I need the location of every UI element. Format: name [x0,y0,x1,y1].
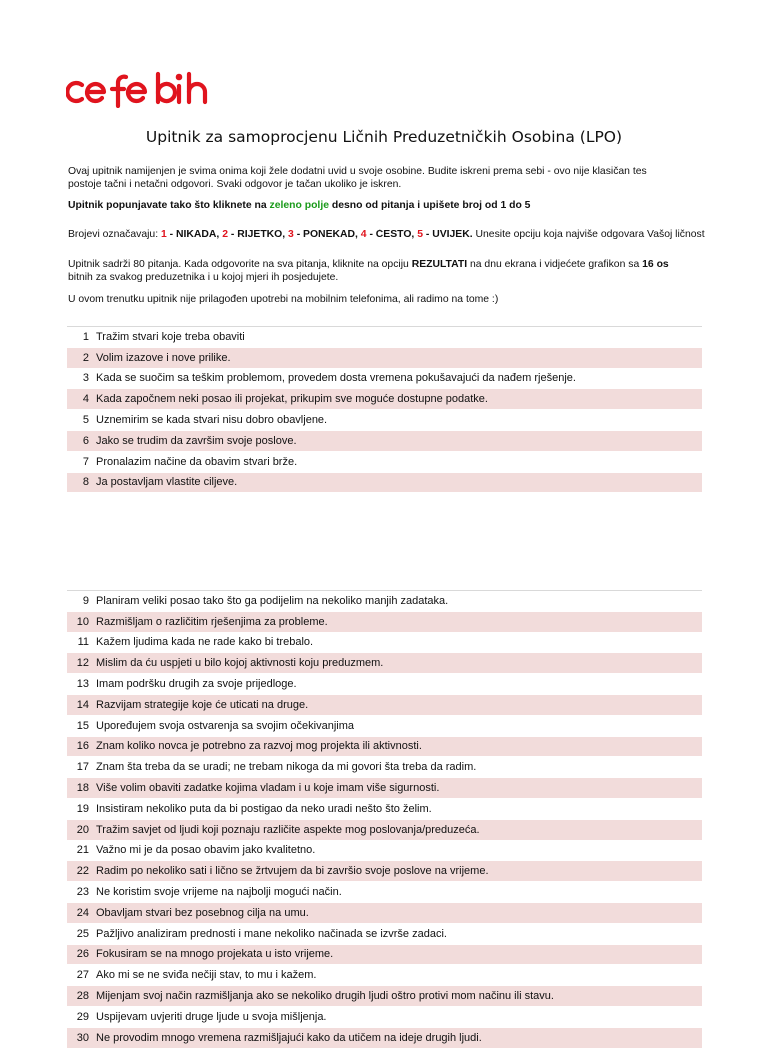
question-number: 1 [82,330,89,343]
question-text: Važno mi je da posao obavim jako kvalitetno. [96,844,316,857]
question-number: 9 [82,594,89,607]
question-row [67,1028,702,1049]
question-row [67,612,702,633]
question-number: 26 [76,948,89,961]
info-results-keyword: REZULTATI [411,259,468,270]
question-row [67,945,702,966]
question-text: Ako mi se ne sviđa nečiji stav, to mu i kažem. [96,969,317,982]
intro-line-2: postoje tačni i netačni odgovori. Svaki odgovor je tačan ukoliko je iskren. [68,178,402,190]
info-a: Upitnik sadrži 80 pitanja. Kada odgovorite na sva pitanja, kliknite na opciju [68,259,412,270]
question-text: Razmišljam o različitim rješenjima za probleme. [96,615,328,628]
question-row [67,674,702,695]
instruction-pre: Upitnik popunjavate tako što kliknete na [68,200,270,211]
question-number: 13 [76,678,89,691]
question-text: Više volim obaviti zadatke kojima vladam i u koje imam više sigurnosti. [96,782,440,795]
question-text: Kada započnem neki posao ili projekat, prikupim sve moguće dostupne podatke. [96,393,488,406]
legend-num-5: 5 [417,229,423,240]
page-title: Upitnik za samoprocjenu Ličnih Preduzetničkih Osobina (LPO) [145,128,623,146]
info-c: na dnu ekrana i vidjećete grafikon sa [467,259,643,270]
question-text: Volim izazove i nove prilike. [96,351,231,364]
question-number: 23 [76,886,89,899]
question-number: 17 [76,761,89,774]
question-number: 14 [76,698,89,711]
legend-text [68,229,768,242]
question-text: Imam podršku drugih za svoje prijedloge. [96,678,297,691]
question-text: Tražim savjet od ljudi koji poznaju različite aspekte mog poslovanja/preduzeća. [96,823,480,836]
question-row [67,591,702,612]
legend-num-2: 2 [222,229,228,240]
question-row [67,369,702,390]
question-number: 30 [76,1031,89,1044]
question-number: 25 [76,927,89,940]
question-row [67,778,702,799]
question-number: 29 [76,1010,89,1023]
instruction-text [68,200,768,213]
mobile-note: U ovom trenutku upitnik nije prilagođen upotrebi na mobilnim telefonima, ali radimo na tome :) [68,294,499,305]
question-number: 10 [76,615,89,628]
question-row [67,716,702,737]
question-text: Jako se trudim da završim svoje poslove. [96,434,297,447]
question-row [67,737,702,758]
legend-label-1: - NIKADA, [166,229,223,240]
legend-label-5: - UVIJEK. [422,229,473,240]
question-text: Uznemirim se kada stvari nisu dobro obavljene. [96,414,328,427]
question-number: 6 [82,434,89,447]
questions-table-1 [67,327,702,493]
question-text: Kažem ljudima kada ne rade kako bi trebalo. [96,636,314,649]
question-row [67,986,702,1007]
question-number: 8 [82,476,89,489]
legend-label-3: - PONEKAD, [293,229,361,240]
question-text: Znam koliko novca je potrebno za razvoj mog projekta ili aktivnosti. [96,740,422,753]
legend-suffix: Unesite opciju koja najviše odgovara Vašoj ličnost [472,229,705,240]
question-row [67,473,702,494]
question-row [67,799,702,820]
question-row [67,633,702,654]
question-row [67,431,702,452]
question-number: 5 [82,414,89,427]
info-d: 16 os [642,259,669,270]
question-text: Tražim stvari koje treba obaviti [96,330,245,343]
question-text: Radim po nekoliko sati i lično se žrtvujem da bi završio svoje poslove na vrijeme. [96,865,489,878]
question-text: Ja postavljam vlastite ciljeve. [96,476,238,489]
question-row [67,410,702,431]
legend-num-4: 4 [360,229,367,240]
intro-line-1: Ovaj upitnik namijenjen je svima onima koji žele dodatni uvid u svoje osobine. Budite iskreni prema sebi - ovo nije klasičan tes [68,166,647,177]
info-paragraph [68,259,768,284]
question-row [67,327,702,348]
question-text: Kada se suočim sa teškim problemom, provedem dosta vremena pokušavajući da nađem rješenje. [96,372,576,385]
question-text: Znam šta treba da se uradi; ne trebam nikoga da mi govori šta treba da radim. [96,761,477,774]
question-number: 19 [76,802,89,815]
question-row [67,861,702,882]
question-number: 16 [76,740,89,753]
question-row [67,924,702,945]
question-number: 4 [82,393,89,406]
question-text: Ne koristim svoje vrijeme na najbolji mogući način. [96,886,342,899]
question-row [67,882,702,903]
question-row [67,820,702,841]
question-number: 24 [76,906,89,919]
instruction-green-field: zeleno polje [269,200,329,211]
instruction-post: desno od pitanja i upišete broj od 1 do 5 [328,200,531,211]
legend-num-3: 3 [288,229,294,240]
question-text: Insistiram nekoliko puta da bi postigao da neko uradi nešto što želim. [96,802,432,815]
legend-prefix: Brojevi označavaju: [68,229,161,240]
question-text: Pronalazim načine da obavim stvari brže. [96,455,298,468]
question-text: Fokusiram se na mnogo projekata u isto vrijeme. [96,948,334,961]
question-text: Razvijam strategije koje će uticati na druge. [96,698,309,711]
question-row [67,653,702,674]
question-number: 11 [77,636,89,649]
legend-label-4: - ČESTO, [366,229,418,240]
info-line-2: bitnih za svakog preduzetnika i u kojoj mjeri ih posjedujete. [68,271,339,283]
question-number: 3 [82,372,89,385]
question-row [67,965,702,986]
question-row [67,841,702,862]
question-text: Obavljam stvari bez posebnog cilja na umu. [96,906,309,919]
cefe-bih-logo [66,68,211,108]
question-number: 2 [82,351,89,364]
question-row [67,452,702,473]
question-number: 18 [76,782,89,795]
question-row [67,1007,702,1028]
question-number: 12 [76,657,89,670]
question-number: 28 [76,990,89,1003]
question-text: Mislim da ću uspjeti u bilo kojoj aktivnosti koju preduzmem. [96,657,384,670]
question-number: 21 [76,844,89,857]
question-text: Pažljivo analiziram prednosti i mane nekoliko načinada se izvrše zadaci. [96,927,447,940]
questions-table-2 [67,591,702,1049]
question-row [67,757,702,778]
legend-num-1: 1 [161,229,167,240]
question-number: 27 [76,969,89,982]
question-row [67,348,702,369]
question-text: Planiram veliki posao tako što ga podijelim na nekoliko manjih zadataka. [96,594,449,607]
question-row [67,695,702,716]
question-text: Mijenjam svoj način razmišljanja ako se nekoliko drugih ljudi oštro protivi mom načinu ili stavu. [96,990,554,1003]
intro-paragraph [68,166,768,191]
question-row [67,903,702,924]
question-number: 15 [76,719,89,732]
question-number: 20 [76,823,89,836]
question-number: 7 [82,455,89,468]
question-text: Upoređujem svoja ostvarenja sa svojim očekivanjima [96,719,355,732]
question-row [67,389,702,410]
question-text: Uspijevam uvjeriti druge ljude u svoja mišljenja. [96,1010,327,1023]
question-number: 22 [76,865,89,878]
question-text: Ne provodim mnogo vremena razmišljajući kako da utičem na ideje drugih ljudi. [96,1031,482,1044]
legend-label-2: - RIJETKO, [227,229,289,240]
